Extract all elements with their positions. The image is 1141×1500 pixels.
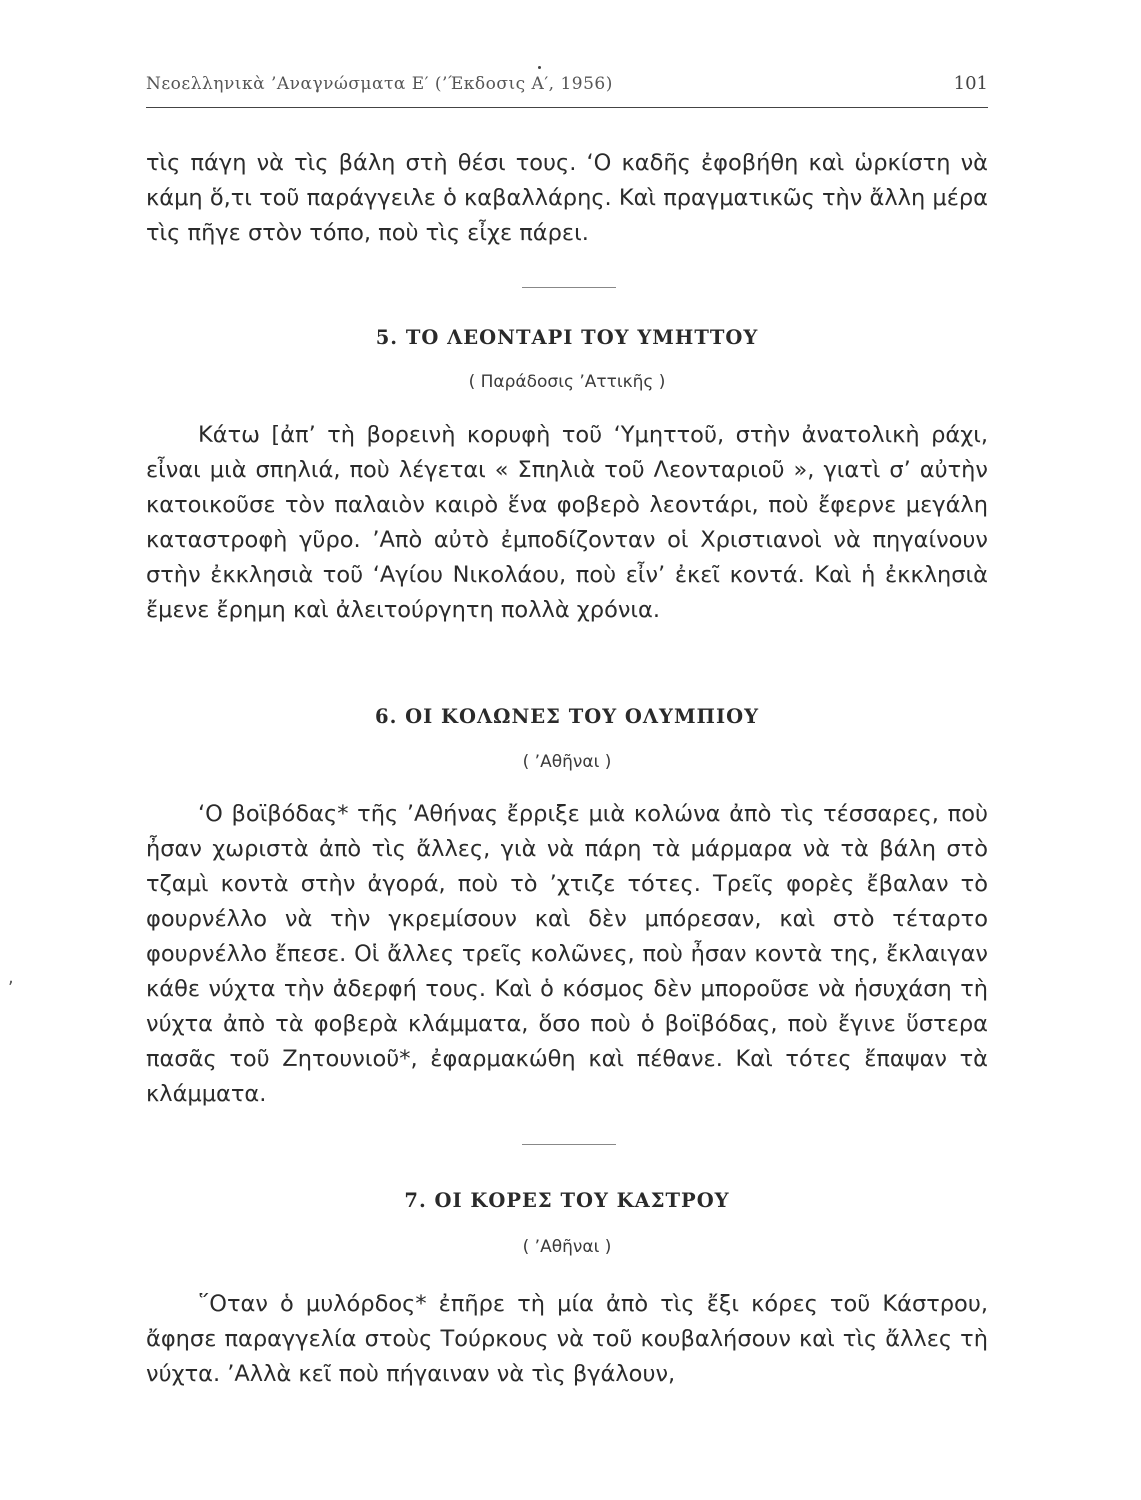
section-5-heading: 5. ΤΟ ΛΕΟΝΤΑΡΙ ΤΟΥ ΥΜΗΤΤΟΥ — [375, 326, 759, 349]
print-speck — [538, 66, 541, 69]
section-7-subtitle: ( ’Αθῆναι ) — [522, 1237, 612, 1257]
section-6-text: ‘Ο βοϊβόδας* τῆς ’Αθήνας ἔρριξε μιὰ κολώνα ἀπὸ τὶς τέσσαρες, ποὺ ἦσαν χωριστὰ ἀπὸ τὶς ἄλλες, γιὰ νὰ πάρη τὰ μάρμαρα νὰ τὰ βάλη στὸ τζαμὶ κοντὰ στὴν ἀγορά, ποὺ τὸ ’χτιζε τότες. Τρεῖς φορὲς ἔβαλαν τὸ φουρνέλλο νὰ τὴν γκρεμίσουν καὶ δὲν μπόρεσαν, καὶ στὸ τέταρτο φουρνέλλο ἔπεσε. Οἱ ἄλλες τρεῖς κολῶνες, ποὺ ἦσαν κοντὰ της, ἔκλαιγαν κάθε νύχτα τὴν ἀδερφή τους. Καὶ ὁ κόσμος δὲν μποροῦσε νὰ ἡσυχάση τὴ νύχτα ἀπὸ τὰ φοβερὰ κλάμματα, ὅσο ποὺ ὁ βοϊβόδας, ποὺ ἔγινε ὕστερα πασᾶς τοῦ Ζητουνιοῦ*, ἐφαρμακώθη καὶ πέθανε. Καὶ τότες ἔπαψαν τὰ κλάμματα. — [146, 801, 988, 1107]
running-header-title: Νεοελληνικὰ ’Αναγνώσματα Ε′ (’Έκδοσις Α′, 1956) — [146, 74, 613, 94]
section-5-paragraph — [146, 418, 988, 628]
section-6-subtitle: ( ’Αθῆναι ) — [522, 752, 612, 772]
running-header — [146, 72, 988, 108]
section-divider — [522, 287, 616, 288]
section-5-subtitle: ( Παράδοσις ’Αττικῆς ) — [468, 372, 666, 392]
section-6-heading: 6. ΟΙ ΚΟΛΩΝΕΣ ΤΟΥ ΟΛΥΜΠΙΟΥ — [375, 705, 759, 728]
section-divider — [522, 1144, 616, 1145]
section-6-paragraph — [146, 797, 988, 1112]
page-number: 101 — [953, 73, 988, 94]
intro-paragraph: τὶς πάγη νὰ τὶς βάλη στὴ θέσι τους. ‘Ο καδῆς ἐφοβήθη καὶ ὡρκίστη νὰ κάμη ὅ,τι τοῦ παράγγειλε ὁ καβαλλάρης. Καὶ πραγματικῶς τὴν ἄλλη μέρα τὶς πῆγε στὸν τόπο, ποὺ τὶς εἶχε πάρει. — [146, 150, 988, 246]
header-rule — [146, 107, 988, 108]
section-7-heading: 7. ΟΙ ΚΟΡΕΣ ΤΟΥ ΚΑΣΤΡΟΥ — [404, 1189, 730, 1212]
section-7-paragraph — [146, 1287, 988, 1392]
margin-mark: , — [8, 967, 14, 988]
section-5-text: Κάτω [ἀπ’ τὴ βορεινὴ κορυφὴ τοῦ ‘Υμηττοῦ, στὴν ἀνατολικὴ ράχι, εἶναι μιὰ σπηλιά, ποὺ λέγεται « Σπηλιὰ τοῦ Λεονταριοῦ », γιατὶ σ’ αὐτὴν κατοικοῦσε τὸν παλαιὸν καιρὸ ἕνα φοβερὸ λεοντάρι, ποὺ ἔφερνε μεγάλη καταστροφὴ γῦρο. ’Απὸ αὐτὸ ἐμποδίζονταν οἱ Χριστιανοὶ νὰ πηγαίνουν στὴν ἐκκλησιὰ τοῦ ‘Αγίου Νικολάου, ποὺ εἶν’ ἐκεῖ κοντά. Καὶ ἡ ἐκκλησιὰ ἔμενε ἔρημη καὶ ἀλειτούργητη πολλὰ χρόνια. — [146, 422, 988, 623]
section-7-text: ῞Οταν ὁ μυλόρδος* ἐπῆρε τὴ μία ἀπὸ τὶς ἔξι κόρες τοῦ Κάστρου, ἄφησε παραγγελία στοὺς Τούρκους νὰ τοῦ κουβαλήσουν καὶ τὶς ἄλλες τὴ νύχτα. ’Αλλὰ κεῖ ποὺ πήγαιναν νὰ τὶς βγάλουν, — [146, 1291, 988, 1387]
